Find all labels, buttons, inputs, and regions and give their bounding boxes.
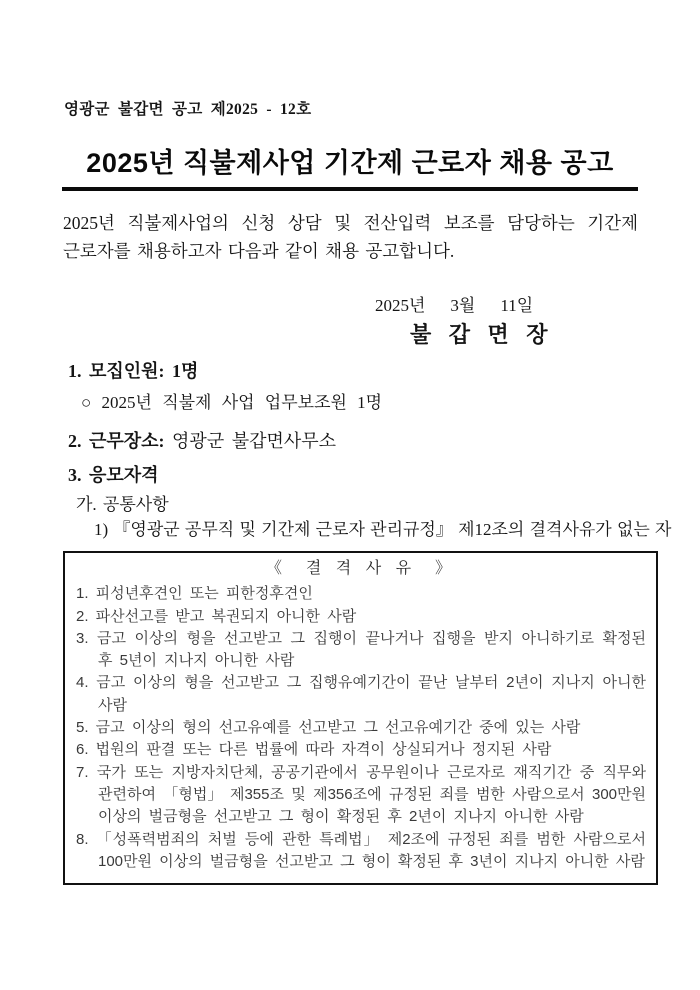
section-recruit-count: 1. 모집인원: 1명 <box>68 361 199 381</box>
workplace-label: 2. 근무장소: <box>68 431 165 451</box>
disqualification-item-5: 5. 금고 이상의 형의 선고유예를 선고받고 그 선고유예기간 중에 있는 사람 <box>76 719 581 737</box>
common-requirement-item-1: 1) 『영광군 공무직 및 기간제 근로자 관리규정』 제12조의 결격사유가 없는 자 <box>94 520 672 539</box>
signer-title: 불 갑 면 장 <box>410 322 554 347</box>
section-qualification: 3. 응모자격 <box>68 465 159 485</box>
disqualification-item-8: 8. 「성폭력범죄의 처벌 등에 관한 특례법」 제2조에 규정된 죄를 범한 사람으로서 100만원 이상의 벌금형을 선고받고 그 형이 확정된 후 3년이 지나지 아니한 사람 <box>76 830 646 870</box>
title-wrap <box>0 141 700 191</box>
common-requirements-label: 가. 공통사항 <box>76 495 169 514</box>
recruit-count-item: ○ 2025년 직불제 사업 업무보조원 1명 <box>81 393 383 412</box>
disqualification-box-title: 《 결 격 사 유 》 <box>266 560 456 577</box>
disqualification-item-7: 7. 국가 또는 지방자치단체, 공공기관에서 공무원이나 근로자로 재직기간 중 직무와 관련하여 「형법」 제355조 및 제356조에 규정된 죄를 범한 사람으로서 300만원 이상의 벌금형을 선고받고 그 형이 확정된 후 2년이 지나지 아니한 사람 <box>76 763 646 826</box>
disqualification-box <box>63 551 658 885</box>
page-title: 2025년 직불제사업 기간제 근로자 채용 공고 <box>62 141 637 191</box>
workplace-value: 영광군 불갑면사무소 <box>164 431 337 451</box>
intro-line-1: 2025년 직불제사업의 신청 상담 및 전산입력 보조를 담당하는 기간제 <box>63 213 638 233</box>
disqualification-item-6: 6. 법원의 판결 또는 다른 법률에 따라 자격이 상실되거나 정지된 사람 <box>76 741 552 759</box>
announcement-date: 2025년 3월 11일 <box>375 296 534 315</box>
intro-line-2: 근로자를 채용하고자 다음과 같이 채용 공고합니다. <box>63 241 455 261</box>
section-workplace <box>68 427 336 453</box>
disqualification-item-2: 2. 파산선고를 받고 복권되지 아니한 사람 <box>76 607 357 625</box>
intro-paragraph <box>63 209 638 265</box>
disqualification-item-1: 1. 피성년후견인 또는 피한정후견인 <box>76 585 313 603</box>
disqualification-item-4: 4. 금고 이상의 형을 선고받고 그 집행유예기간이 끝난 날부터 2년이 지나지 아니한 사람 <box>76 674 646 714</box>
doc-number: 영광군 불갑면 공고 제2025 - 12호 <box>64 101 312 118</box>
disqualification-item-3: 3. 금고 이상의 형을 선고받고 그 집행이 끝나거나 집행을 받지 아니하기로 확정된 후 5년이 지나지 아니한 사람 <box>76 629 646 670</box>
